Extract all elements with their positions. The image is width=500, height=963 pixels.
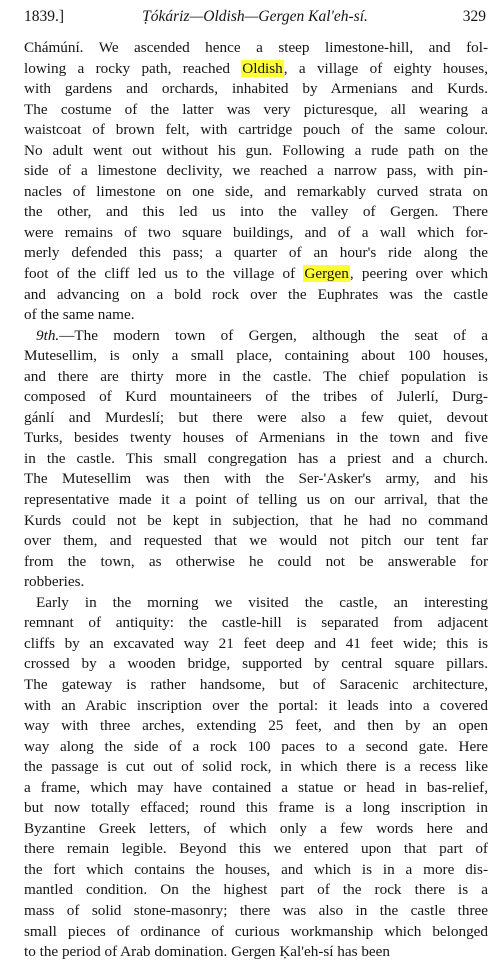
- text-line: the fort which contains the houses, and which is in a more dis-: [24, 860, 488, 878]
- text-line: robberies.: [24, 573, 85, 591]
- text-line: in the castle. This small congregation has a priest and a church.: [24, 449, 488, 467]
- text-line: The costume of the latter was very picturesque, all wearing a: [24, 100, 488, 118]
- text-line: representative made it a point of telling us on our arrival, that the: [24, 491, 488, 509]
- text-line: The gateway is rather handsome, but of Saracenic architecture,: [24, 675, 488, 693]
- text-line: were remains of two square buildings, and of a wall which for-: [24, 223, 488, 241]
- text-line: and there are thirty more in the castle. The chief population is: [24, 367, 488, 385]
- text-line: No adult went out without his gun. Following a rude path on the: [24, 141, 488, 159]
- text-line: side of a limestone declivity, we reached a narrow pass, with pin-: [24, 162, 488, 180]
- paragraph: [24, 38, 488, 326]
- text-line: merly defended this pass; a quarter of an hour's ride along the: [24, 244, 488, 262]
- text-line: the other, and this led us into the valley of Gergen. There: [24, 203, 488, 221]
- text-line: cliffs by an excavated way 21 feet deep and 41 feet wide; this is: [24, 634, 488, 652]
- text-line: to the period of Arab domination. Gergen Ḳal'eh-sí has been: [24, 943, 391, 961]
- text-line: but now totally effaced; round this frame is a long inscription in: [24, 799, 488, 817]
- header-title: Ṭókáriz—Oldish—Gergen Kal'eh-sí.: [142, 8, 368, 25]
- text-line: composed of Kurd mountaineers of the tribes of Julerlí, Durg-: [24, 388, 488, 406]
- text-line: mantled condition. On the highest part of the rock there is a: [24, 881, 488, 899]
- text-line: Byzantine Greek letters, of which only a few words here and: [24, 819, 488, 837]
- text-line: crossed by a wooden bridge, supported by central square pillars.: [24, 655, 488, 673]
- text-line: with gardens and orchards, inhabited by Armenians and Kurds.: [24, 80, 488, 98]
- text-line: and advancing on a bold rock over the Euphrates was the castle: [24, 285, 488, 303]
- text-line: small pieces of ordinance of curious workmanship which belonged: [24, 922, 488, 940]
- text-line: the passage is cut out of solid rock, in which there is a recess like: [24, 758, 488, 776]
- text-line: gánlí and Murdeslí; but there were also a few quiet, devout: [24, 408, 488, 426]
- text-line: way along the side of a rock 100 paces to a second gate. Here: [24, 737, 488, 755]
- text-line: with an Arabic inscription over the portal: it leads into a covered: [24, 696, 488, 714]
- text-line: lowing a rocky path, reached Oldish, a village of eighty houses,: [24, 59, 488, 77]
- text-line: waistcoat of brown felt, with cartridge pouch of the same colour.: [24, 121, 488, 139]
- text-line: 9th.—The modern town of Gergen, although the seat of a: [36, 326, 488, 344]
- text-line: mass of solid stone-masonry; there was also in the castle three: [24, 901, 488, 919]
- highlighted-term: Gergen: [304, 265, 349, 283]
- date-label: 9th.: [36, 326, 60, 344]
- text-line: of the same name.: [24, 306, 135, 324]
- text-line: Mutesellim, is only a small place, containing about 100 houses,: [24, 347, 488, 365]
- text-line: there remain legible. Beyond this we entered upon that part of: [24, 840, 488, 858]
- text-line: Turks, besides twenty houses of Armenians in the town and five: [24, 429, 488, 447]
- highlighted-term: Oldish: [242, 59, 283, 77]
- text-line: The Mutesellim was then with the Ser-'Asker's army, and his: [24, 470, 488, 488]
- text-line: from the town, as otherwise he could not be answerable for: [24, 552, 488, 570]
- text-line: foot of the cliff led us to the village of Gergen, peering over which: [24, 265, 488, 283]
- text-line: nacles of limestone on one side, and remarkably curved strata on: [24, 182, 488, 200]
- text-line: Chámúní. We ascended hence a steep limestone-hill, and fol-: [24, 39, 488, 56]
- paragraph: [24, 593, 488, 963]
- running-header: [24, 8, 486, 32]
- header-year: 1839.]: [24, 8, 65, 25]
- body-text: [24, 38, 488, 963]
- text-line: over them, and requested that we would not pitch our tent far: [24, 532, 488, 550]
- page-number: 329: [462, 8, 486, 25]
- text-line: Kurds could not be kept in subjection, that he had no command: [24, 511, 488, 529]
- text-line: way with three arches, extending 25 feet, and then by an open: [24, 717, 488, 735]
- text-line: a frame, which may have contained a statue or head in bas-relief,: [24, 778, 488, 796]
- paragraph: [24, 326, 488, 593]
- text-line: Early in the morning we visited the castle, an interesting: [36, 593, 488, 611]
- text-line: remnant of antiquity: the castle-hill is separated from adjacent: [24, 614, 488, 632]
